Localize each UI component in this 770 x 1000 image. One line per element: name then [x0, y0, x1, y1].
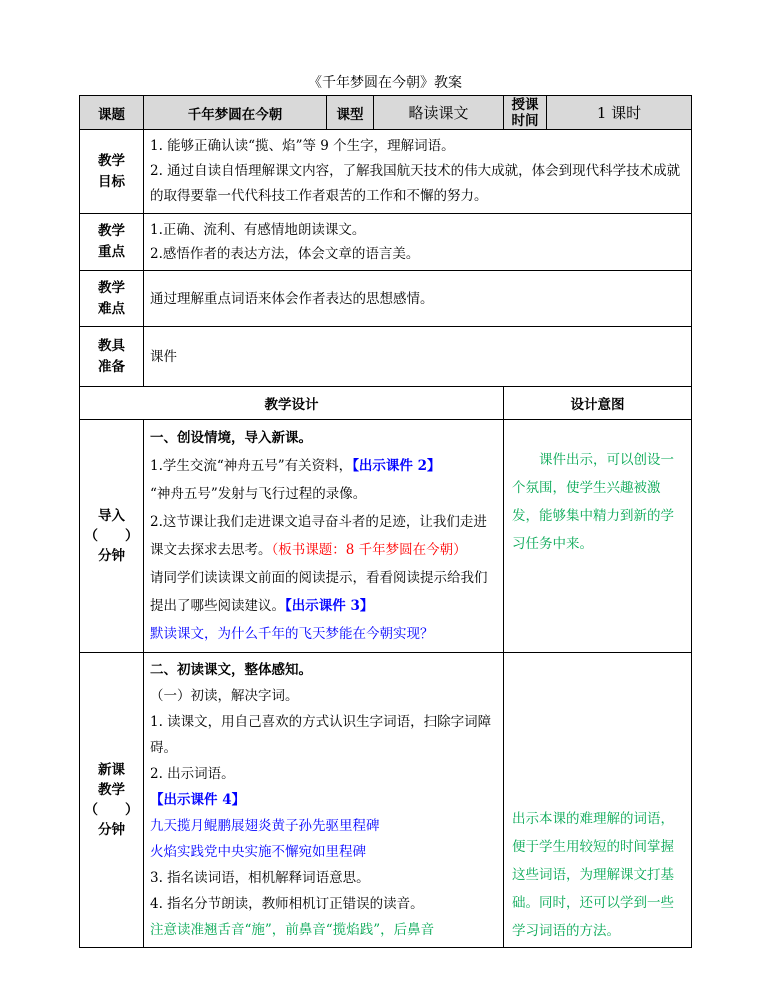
type-label: 课型 — [327, 96, 374, 130]
focus-content — [144, 214, 692, 271]
lesson-value: 千年梦圆在今朝 — [144, 96, 327, 130]
design-header: 教学设计 — [80, 387, 504, 420]
difficulty-label: 教学 难点 — [80, 271, 144, 327]
newlesson-sub: （一）初读，解决字词。 — [150, 688, 299, 704]
intro-line: 2.这节课让我们走进课文追寻奋斗者的足迹，让我们走进课文去探求去思考。（板书课题：8 千年梦圆在今朝） — [150, 514, 487, 558]
courseware-tag: 【出示课件 2】 — [352, 458, 441, 474]
focus-label: 教学 重点 — [80, 214, 144, 271]
intro-label: 导入 （ ） 分钟 — [80, 420, 144, 653]
period-value: 1 课时 — [547, 96, 692, 130]
goals-label: 教学 目标 — [80, 130, 144, 214]
type-value: 略读课文 — [374, 96, 504, 130]
tools-content: 课件 — [144, 327, 692, 387]
goal-line: 2. 通过自读自悟理解课文内容，了解我国航天技术的伟大成就，体会到现代科学技术成就的取得要靠一代代科技工作者艰苦的工作和不懈的努力。 — [150, 163, 681, 204]
newlesson-step: 1. 读课文，用自己喜欢的方式认识生字词语，扫除字词障碍。 — [150, 714, 492, 756]
intro-intent: 课件出示，可以创设一个氛围，使学生兴趣被激发，能够集中精力到新的学习任务中来。 — [504, 420, 692, 653]
lesson-plan-table — [79, 95, 692, 948]
word-list: 火焰实践党中央实施不懈宛如里程碑 — [150, 844, 366, 860]
newlesson-row — [80, 653, 692, 948]
newlesson-content — [144, 653, 504, 948]
difficulty-row — [80, 271, 692, 327]
newlesson-heading: 二、初读课文，整体感知。 — [150, 662, 312, 678]
focus-line: 2.感悟作者的表达方法，体会文章的语言美。 — [150, 246, 420, 262]
goals-row — [80, 130, 692, 214]
intent-header: 设计意图 — [504, 387, 692, 420]
design-header-row — [80, 387, 692, 420]
intro-question: 默读课文，为什么千年的飞天梦能在今朝实现？ — [150, 626, 434, 642]
tools-row — [80, 327, 692, 387]
intro-row — [80, 420, 692, 653]
pronunciation-note: 注意读准翘舌音“施”，前鼻音“揽焰践”，后鼻音 — [150, 922, 435, 938]
newlesson-intent: 出示本课的难理解的词语，便于学生用较短的时间掌握这些词语，为理解课文打基础。同时，还可以学到一些学习词语的方法。 — [504, 653, 692, 948]
focus-row — [80, 214, 692, 271]
intro-heading: 一、创设情境，导入新课。 — [150, 430, 312, 446]
period-label: 授课 时间 — [504, 96, 547, 130]
focus-line: 1.正确、流利、有感情地朗读课文。 — [150, 222, 366, 238]
courseware-tag: 【出示课件 4】 — [150, 792, 246, 808]
lesson-label: 课题 — [80, 96, 144, 130]
courseware-tag: 【出示课件 3】 — [285, 598, 374, 614]
difficulty-content: 通过理解重点词语来体会作者表达的思想感情。 — [144, 271, 692, 327]
goal-line: 1. 能够正确认读“揽、焰”等 9 个生字，理解词语。 — [150, 138, 455, 154]
word-list: 九天揽月鲲鹏展翅炎黄子孙先驱里程碑 — [150, 818, 380, 834]
newlesson-label: 新课 教学 （ ） 分钟 — [80, 653, 144, 948]
intro-line: 请同学们读读课文前面的阅读提示，看看阅读提示给我们提出了哪些阅读建议。【出示课件 3】 — [150, 570, 488, 614]
header-row — [80, 96, 692, 130]
newlesson-step: 2. 出示词语。 — [150, 766, 235, 782]
newlesson-step: 4. 指名分节朗读，教师相机订正错误的读音。 — [150, 896, 424, 912]
goals-content — [144, 130, 692, 214]
intro-line: “神舟五号”发射与飞行过程的录像。 — [150, 486, 367, 502]
intro-line: 1.学生交流“神舟五号”有关资料，【出示课件 2】 — [150, 458, 441, 474]
newlesson-step: 3. 指名读词语，相机解释词语意思。 — [150, 870, 370, 886]
document-title: 《千年梦圆在今朝》教案 — [308, 75, 462, 91]
tools-label: 教具 准备 — [80, 327, 144, 387]
intro-content — [144, 420, 504, 653]
board-title-tag: （板书课题：8 千年梦圆在今朝） — [271, 542, 467, 558]
